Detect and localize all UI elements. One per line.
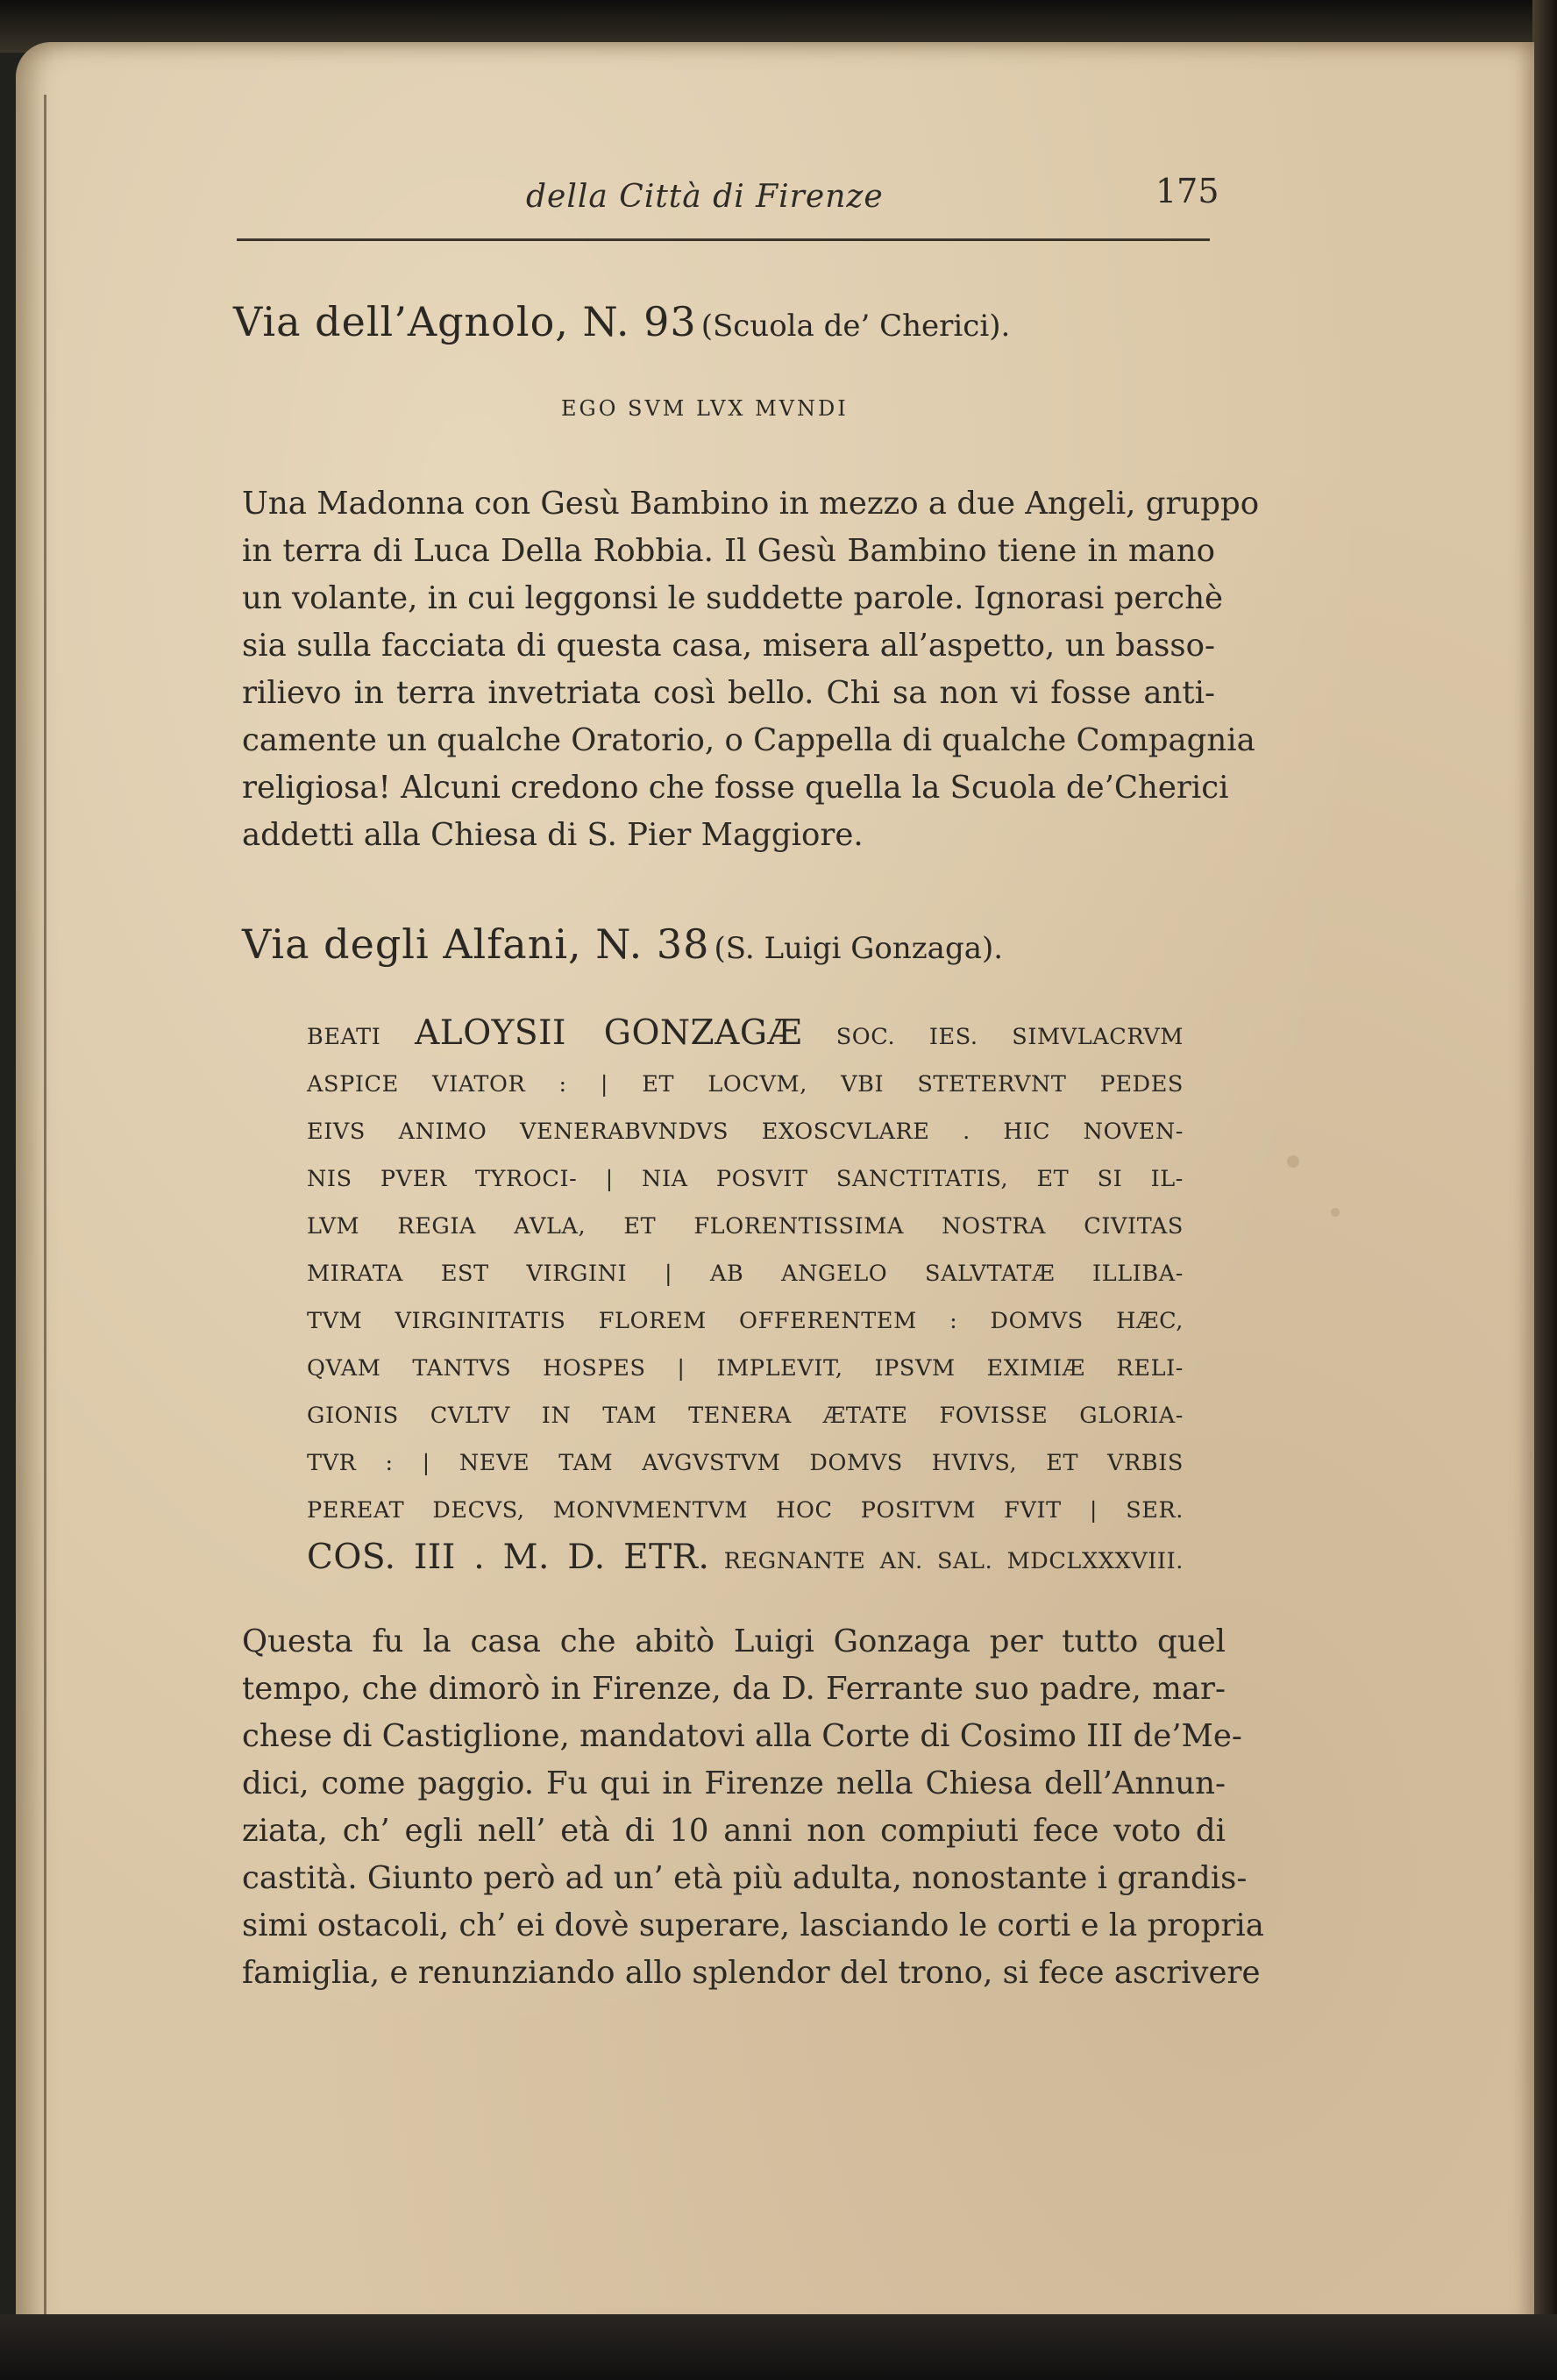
running-head (237, 172, 1219, 233)
text-line: dici, come paggio. Fu qui in Firenze nella Chiesa dell’Annun- (242, 1765, 1226, 1801)
inscription-word: SOC. IES. SIMVLACRVM (835, 1024, 1184, 1050)
inscription-line: MIRATA EST VIRGINI | AB ANGELO SALVTATÆ ILLIBA- (307, 1261, 1184, 1287)
text-line: castità. Giunto però ad un’ età più adulta, nonostante i grandis- (242, 1860, 1248, 1896)
section-heading-alfani (242, 920, 1003, 968)
text-line: un volante, in cui leggonsi le suddette parole. Ignorasi perchè (242, 580, 1224, 616)
running-title: della Città di Firenze (526, 179, 884, 215)
paragraph-agnolo (242, 480, 1260, 859)
street-name: Via degli Alfani, N. 38 (242, 920, 710, 968)
inscription-line: EIVS ANIMO VENERABVNDVS EXOSCVLARE . HIC NOVEN- (307, 1119, 1184, 1145)
inscription-line: ASPICE VIATOR : | ET LOCVM, VBI STETERVNT PEDES (307, 1071, 1184, 1098)
inscription-name: ALOYSII GONZAGÆ (415, 1013, 803, 1053)
text-line: religiosa! Alcuni credono che fosse quella la Scuola de’Cherici (242, 770, 1229, 806)
text-line: ziata, ch’ egli nell’ età di 10 anni non compiuti fece voto di (242, 1813, 1226, 1849)
inscription-line (307, 1010, 1184, 1061)
page-number: 175 (1155, 172, 1219, 210)
scan-border-right (1532, 0, 1557, 2380)
inscription-line (307, 1534, 1184, 1585)
inscription-word: BEATI (307, 1024, 381, 1050)
text-line: tempo, che dimorò in Firenze, da D. Ferrante suo padre, mar- (242, 1671, 1226, 1707)
text-line: rilievo in terra invetriata così bello. Chi sa non vi fosse anti- (242, 675, 1215, 711)
inscription-line: QVAM TANTVS HOSPES | IMPLEVIT, IPSVM EXIMIÆ RELI- (307, 1355, 1184, 1382)
text-line: Questa fu la casa che abitò Luigi Gonzaga per tutto quel (242, 1623, 1226, 1659)
street-name: Via dell’Agnolo, N. 93 (233, 298, 697, 345)
header-rule (237, 238, 1210, 241)
heading-note: (S. Luigi Gonzaga). (714, 931, 1004, 966)
inscription-line: TVR : | NEVE TAM AVGVSTVM DOMVS HVIVS, ET VRBIS (307, 1450, 1184, 1476)
text-line: addetti alla Chiesa di S. Pier Maggiore. (242, 817, 864, 853)
inscription-line: PEREAT DECVS, MONVMENTVM HOC POSITVM FVIT | SER. (307, 1497, 1184, 1524)
latin-inscription (307, 1010, 1184, 1585)
inscription-word: REGNANTE AN. SAL. MDCLXXXVIII. (723, 1548, 1184, 1574)
text-line: sia sulla facciata di questa casa, misera all’aspetto, un basso- (242, 628, 1215, 664)
foxing-spot (1287, 1155, 1299, 1168)
text-line: in terra di Luca Della Robbia. Il Gesù Bambino tiene in mano (242, 533, 1215, 569)
inscription-line: GIONIS CVLTV IN TAM TENERA ÆTATE FOVISSE GLORIA- (307, 1403, 1184, 1429)
text-line: camente un qualche Oratorio, o Cappella di qualche Compagnia (242, 722, 1255, 758)
text-line: famiglia, e renunziando allo splendor del trono, si fece ascrivere (242, 1955, 1261, 1991)
inscription-line: TVM VIRGINITATIS FLOREM OFFERENTEM : DOMVS HÆC, (307, 1308, 1184, 1334)
page-gutter (44, 95, 46, 2339)
section-heading-agnolo (233, 298, 1010, 345)
heading-note: (Scuola de’ Cherici). (700, 309, 1011, 344)
inscription-line: NIS PVER TYROCI- | NIA POSVIT SANCTITATIS, ET SI IL- (307, 1166, 1184, 1192)
foxing-spot (1331, 1208, 1340, 1217)
inscription-motto: EGO SVM LVX MVNDI (561, 396, 849, 421)
text-line: Una Madonna con Gesù Bambino in mezzo a due Angeli, gruppo (242, 486, 1260, 522)
inscription-line: LVM REGIA AVLA, ET FLORENTISSIMA NOSTRA CIVITAS (307, 1213, 1184, 1240)
text-line: chese di Castiglione, mandatovi alla Corte di Cosimo III de’Me- (242, 1718, 1242, 1754)
paragraph-alfani (242, 1618, 1264, 1997)
text-line: simi ostacoli, ch’ ei dovè superare, lasciando le corti e la propria (242, 1908, 1264, 1943)
inscription-word: COS. III . M. D. ETR. (307, 1538, 710, 1577)
scan-border-bottom (0, 2314, 1557, 2380)
